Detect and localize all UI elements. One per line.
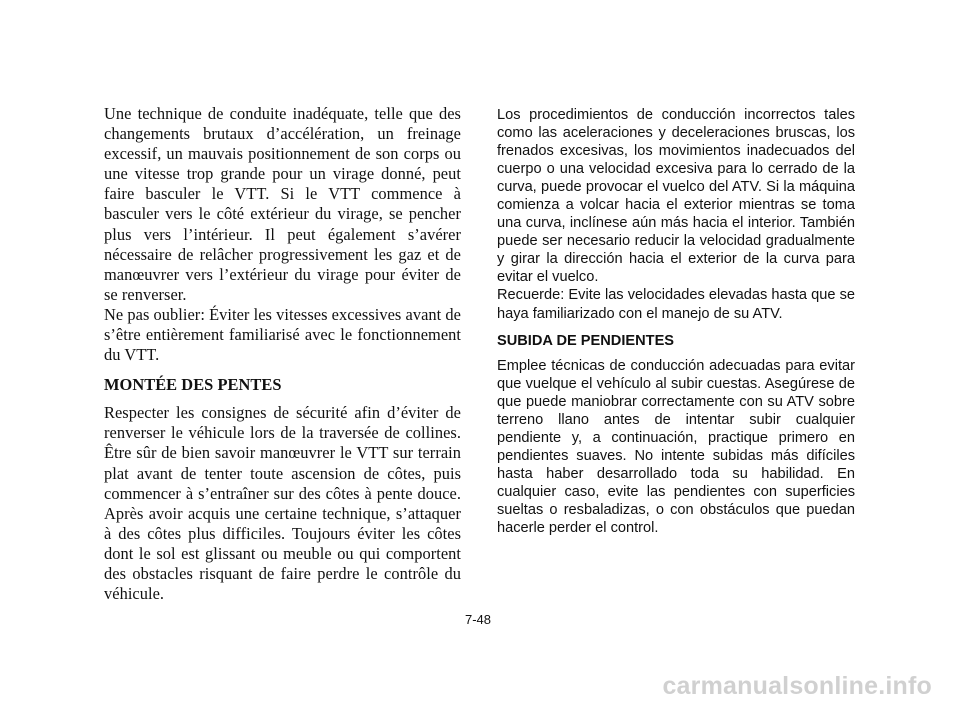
spanish-paragraph-climbing: Emplee técnicas de conducción adecuadas para evitar que vuelque el vehículo al subir cuestas. Asegúrese de que puede maniobrar correctamente con su ATV sobre terreno llano antes de intentar subir cualquier pendiente y, a continuación, practique primero en pendientes suaves. No intente subidas más difíciles hasta haber desarrollado toda su habilidad. En cualquier caso, evite las pendientes con superficies sueltas o resbaladizas, o con obstáculos que puedan hacerle perder el control. [497, 357, 855, 536]
spanish-paragraph-turning: Los procedimientos de conducción incorrectos tales como las aceleraciones y deceleraciones bruscas, los frenados excesivas, los movimientos inadecuados del cuerpo o una velocidad excesiva para lo cerrado de la curva, puede provocar el vuelco del ATV. Si la máquina comienza a volcar hacia el exterior mientras se toma una curva, inclínese aún más hacia el interior. También puede ser necesario reducir la velocidad gradualmente y girar la dirección hacia el exterior de la curva para evitar el vuelco. [497, 107, 855, 286]
french-section-heading: MONTÉE DES PENTES [104, 375, 282, 395]
french-paragraph-climbing: Respecter les consignes de sécurité afin d’éviter de renverser le véhicule lors de la traversée de collines. Être sûr de bien savoir manœuvrer le VTT sur terrain plat avant de tenter toute ascension de côtes, puis commencer à s’entraîner sur des côtes à pente douce. Après avoir acquis une certaine technique, s’attaquer à des côtes plus difficiles. Toujours éviter les côtes dont le sol est glissant ou meuble ou qui comportent des obstacles risquant de faire perdre le contrôle du véhicule. [104, 403, 461, 604]
french-column [104, 104, 461, 604]
french-paragraph-turning: Une technique de conduite inadéquate, telle que des changements brutaux d’accélération, un freinage excessif, un mauvais positionnement de son corps ou une vitesse trop grande pour un virage donné, peut faire basculer le VTT. Si le VTT commence à basculer vers le côté extérieur du virage, se pencher plus vers l’intérieur. Il peut également s’avérer nécessaire de relâcher progressivement les gaz et de manœuvrer vers l’extérieur du virage pour éviter de se renverser. [104, 104, 461, 304]
french-paragraph-reminder: Ne pas oublier: Éviter les vitesses excessives avant de s’être entièrement familiarisé avec le fonctionnement du VTT. [104, 304, 461, 365]
page-number: 7-48 [465, 612, 492, 627]
spanish-paragraph-reminder: Recuerde: Evite las velocidades elevadas hasta que se haya familiarizado con el manejo de su ATV. [497, 287, 855, 322]
spanish-column [497, 106, 855, 537]
spanish-section-heading: SUBIDA DE PENDIENTES [497, 332, 675, 349]
site-watermark: carmanualsonline.info [662, 672, 932, 700]
